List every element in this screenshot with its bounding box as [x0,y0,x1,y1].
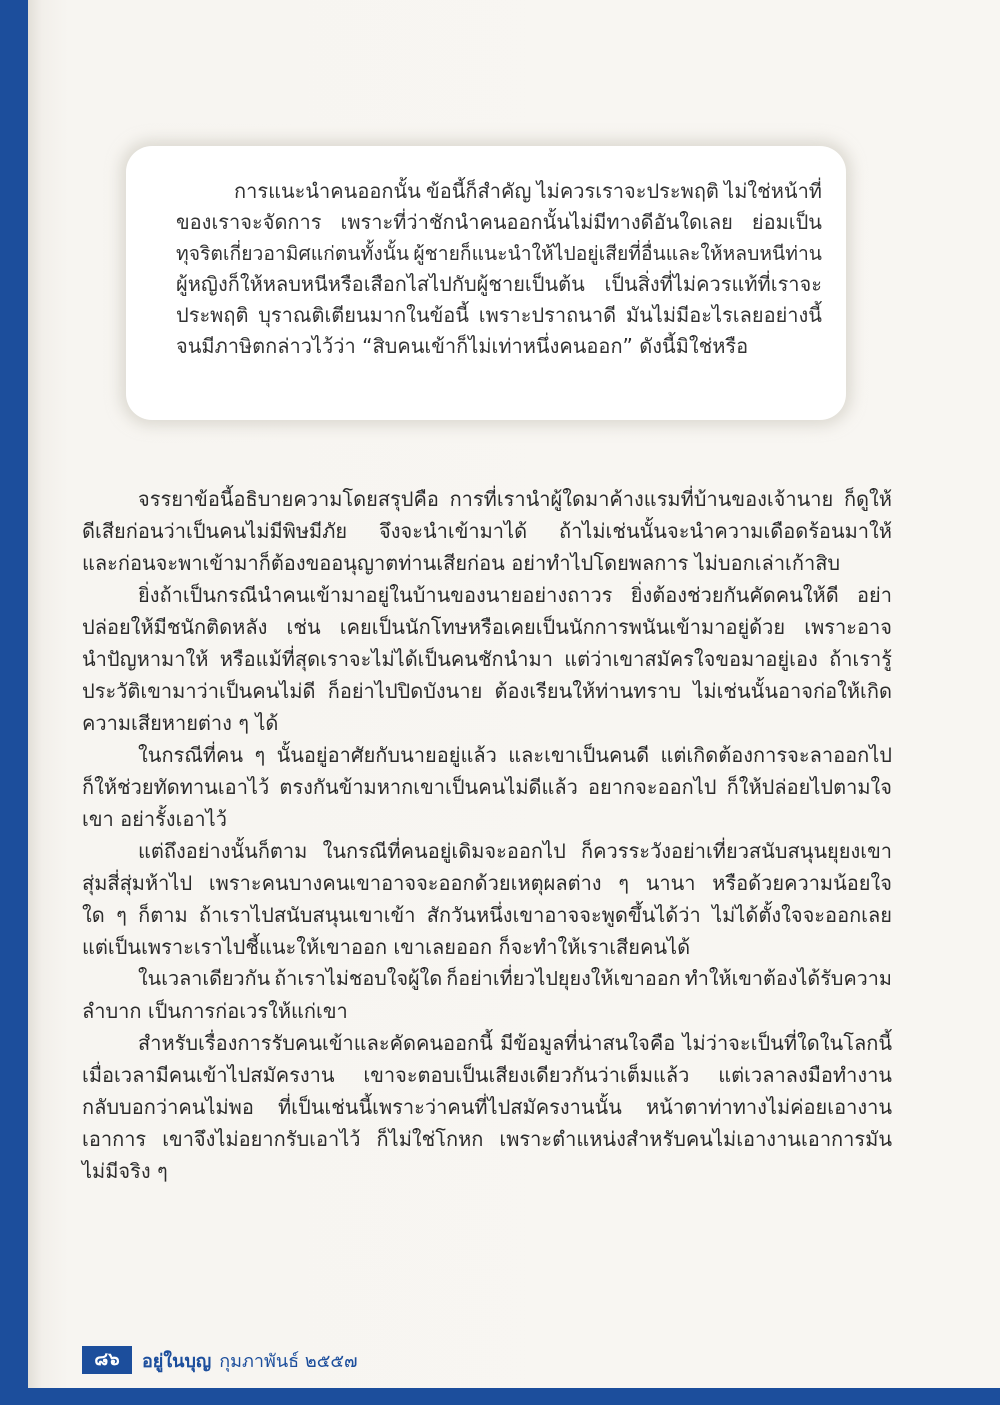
body-line [82,995,892,1027]
paragraph [82,739,892,835]
word: ก็ไม่ใช่โกหก [376,1127,484,1151]
body-line-text: แต่เป็นเพราะเราไปชี้แนะให้เขาออก เขาเลยออก ก็จะทำให้เราเสียคนได้ [82,935,691,959]
quote-line [176,269,822,300]
quote-line-text: จนมีภาษิตกล่าวไว้ว่า “สิบคนเข้าก็ไม่เท่าหนึ่งคนออก” ดังนี้มิใช่หรือ [176,334,749,358]
word: หน้าตาท่าทางไม่ค่อยเอางาน [646,1095,892,1119]
body-line [82,547,892,579]
body-line [82,1123,892,1155]
quote-line [176,331,822,362]
word: ถ้าเราไปสนับสนุนเขาเข้า [198,903,416,927]
word: ทุจริตเกี่ยวอามิศแก่ตนทั้งนั้น [176,242,410,265]
word: ถ้าไม่เช่นนั้นจะนำความเดือดร้อนมาให้ [558,519,892,543]
page-number: ๘๖ [82,1346,132,1374]
word: กลับบอกว่าคนไม่พอ [82,1095,254,1119]
word: เพราะตำแหน่งสำหรับคนไม่เอางานเอาการมัน [499,1127,892,1151]
quote-line [176,176,822,207]
body-line [82,803,892,835]
word: ดีเสียก่อนว่าเป็นคนไม่มีพิษมีภัย [82,519,348,543]
word: อยากจะออกไป [588,775,717,799]
body-line [82,675,892,707]
word: ผู้ชายก็แนะนำให้ไปอยู่เสียที่อื่นและให้หลบหนีท่าน [413,242,822,265]
word: เพราะที่ว่าชักนำคนออกนั้นไม่มีทางดีอันใดเลย [340,210,733,234]
word: ไม่ว่าจะเป็นที่ใดในโลกนี้ [682,1031,892,1055]
word: ถ้าเราไม่ชอบใจผู้ใด [274,967,443,990]
word: ย่อมเป็น [751,210,822,234]
word: ข้อนี้ก็สำคัญ [426,179,532,203]
body-line [82,483,892,515]
word: จรรยาข้อนี้อธิบายความโดยสรุปคือ [138,487,439,511]
word: ถ้าเรารู้ [829,647,892,671]
word: และเขาเป็นคนดี [508,743,650,767]
word: อย่า [857,583,892,607]
word: ๆ [618,871,630,895]
body-line [82,579,892,611]
magazine-issue: กุมภาพันธ์ ๒๕๕๗ [219,1350,358,1372]
body-line [82,707,892,739]
body-line-text: ลำบาก เป็นการก่อเวรให้แก่เขา [82,999,348,1023]
paragraph [82,963,892,1027]
body-line [82,963,892,995]
quote-line [176,300,822,331]
paragraph [82,835,892,963]
word: การแนะนำคนออกนั้น [234,179,421,203]
word: ใด [82,903,105,927]
word: ของเราจะจัดการ [176,210,322,234]
word: ประพฤติ [176,303,249,327]
body-line [82,1059,892,1091]
body-line [82,643,892,675]
word: บุราณติเตียนมากในข้อนี้ [258,303,469,327]
word: ไม่ควรเราจะประพฤติ [536,179,719,203]
word: ก็ตาม [138,903,188,927]
body-line [82,867,892,899]
word: ก็ให้ปล่อยไปตามใจ [726,775,892,799]
page-footer [82,1346,357,1374]
body-line-text: ความเสียหายต่าง ๆ ได้ [82,711,279,735]
paragraph [82,579,892,739]
word: แต่เวลาลงมือทำงาน [718,1063,892,1087]
word: ก็ควรระวังอย่าเที่ยวสนับสนุนยุยงเขา [581,839,892,863]
word: ก็อย่าไปปิดบังนาย [327,679,483,703]
word: ยิ่งต้องช่วยกันคัดคนให้ดี [630,583,839,607]
paragraph [82,1027,892,1187]
quote-text [176,176,822,362]
word: นานา [645,871,696,895]
word: แต่ถึงอย่างนั้นก็ตาม [138,839,308,863]
word: ยิ่งถ้าเป็นกรณีนำคนเข้ามาอยู่ในบ้านของนายอย่างถาวร [138,583,613,607]
body-line-text: และก่อนจะพาเข้ามาก็ต้องขออนุญาตท่านเสียก่อน อย่าทำไปโดยพลการ ไม่บอกเล่าเก้าสิบ [82,551,841,575]
word: สักวันหนึ่งเขาอาจจะพูดขึ้นได้ว่า [426,903,701,927]
body-line-text: ไม่มีจริง ๆ [82,1159,168,1183]
word: เขาจะตอบเป็นเสียงเดียวกันว่าเต็มแล้ว [363,1063,690,1087]
word: ไม่ใช่หน้าที่ [724,179,822,203]
word: ก็อย่าเที่ยวไปยุยงให้เขาออก [446,967,681,990]
body-line-text: เขา อย่ารั้งเอาไว้ [82,807,227,831]
body-line [82,899,892,931]
word: เพราะปราถนาดี [478,303,617,327]
word: ที่เป็นเช่นนี้เพราะว่าคนที่ไปสมัครงานนั้น [277,1095,622,1119]
word: มีข้อมูลที่น่าสนใจคือ [500,1031,676,1055]
body-line [82,1155,892,1187]
word: เช่น [286,615,321,639]
body-line [82,515,892,547]
body-line [82,931,892,963]
word: ก็ให้ช่วยทัดทานเอาไว้ [82,775,270,799]
word: ไม่ได้ตั้งใจจะออกเลย [712,903,892,927]
word: หรือด้วยความน้อยใจ [712,871,892,895]
word: เคยเป็นนักโทษหรือเคยเป็นนักการพนันเข้ามาอยู่ด้วย [339,615,786,639]
word: ปล่อยให้มีชนักติดหลัง [82,615,268,639]
word: ตรงกันข้ามหากเขาเป็นคนไม่ดีแล้ว [279,775,578,799]
word: เพราะอาจ [804,615,892,639]
word: เอาการ [82,1127,147,1151]
word: การที่เรานำผู้ใดมาค้างแรมที่บ้านของเจ้านาย [449,487,834,511]
body-line [82,611,892,643]
word: เขาจึงไม่อยากรับเอาไว้ [162,1127,361,1151]
word: จึงจะนำเข้ามาได้ [379,519,528,543]
quote-line [176,238,822,269]
word: เป็นสิ่งที่ไม่ควรแท้ที่เราจะ [604,272,822,296]
page-bottom-border [28,1388,1000,1405]
word: ก็ดูให้ [843,487,892,511]
word: หรือแม้ที่สุดเราจะไม่ได้เป็นคนชักนำมา [219,647,553,671]
word: สุ่มสี่สุ่มห้าไป [82,871,193,895]
word: เมื่อเวลามีคนเข้าไปสมัครงาน [82,1063,335,1087]
quote-line [176,207,822,238]
word: ประวัติเขามาว่าเป็นคนไม่ดี [82,679,316,703]
magazine-title: อยู่ในบุญ [142,1350,212,1372]
word: ไม่เช่นนั้นอาจก่อให้เกิด [693,679,892,703]
word: ผู้หญิงก็ให้หลบหนีหรือเสือกไสไปกับผู้ชายเป็นต้น [176,272,585,296]
paragraph [82,483,892,579]
word: ๆ [254,743,266,767]
word: ในกรณีที่คน [138,743,244,767]
body-line [82,771,892,803]
word: สำหรับเรื่องการรับคนเข้าและคัดคนออกนี้ [138,1031,493,1055]
word: แต่เกิดต้องการจะลาออกไป [660,743,892,767]
word: ทำให้เขาต้องได้รับความ [684,967,892,990]
body-line [82,739,892,771]
word: ๆ [116,903,127,927]
word: มันไม่มีอะไรเลยอย่างนี้ [625,303,822,327]
body-line [82,835,892,867]
word: ต้องเรียนให้ท่านทราบ [494,679,682,703]
body-line [82,1091,892,1123]
word: เพราะคนบางคนเขาอาจจะออกด้วยเหตุผลต่าง [208,871,602,895]
article-body [82,483,892,1187]
word: ในเวลาเดียวกัน [138,967,271,990]
word: แต่ว่าเขาสมัครใจขอมาอยู่เอง [564,647,818,671]
word: นั้นอยู่อาศัยกับนายอยู่แล้ว [276,743,497,767]
word: ในกรณีที่คนอยู่เดิมจะออกไป [322,839,566,863]
body-line [82,1027,892,1059]
word: นำปัญหามาให้ [82,647,209,671]
